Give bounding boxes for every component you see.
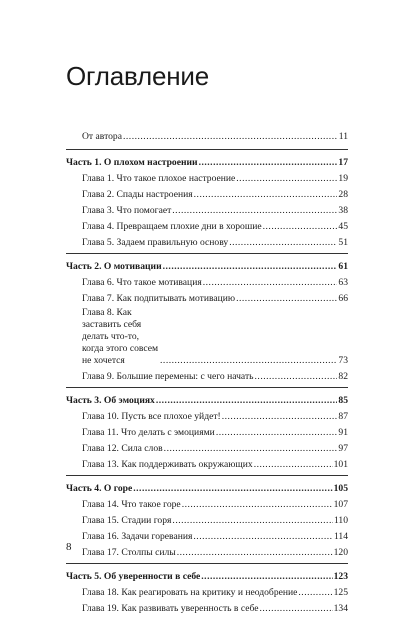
toc-entry-label: Глава 6. Что такое мотивация <box>82 277 202 288</box>
dot-leader <box>133 481 332 497</box>
toc-entry-chapter[interactable] <box>66 425 348 441</box>
toc-entry-page: 17 <box>338 157 348 168</box>
toc-section-intro <box>66 129 348 150</box>
toc-entry-chapter[interactable] <box>66 203 348 219</box>
toc-entry-chapter[interactable] <box>66 235 348 251</box>
dot-leader <box>255 369 338 385</box>
toc-entry-label: Глава 18. Как реагировать на критику и неодобрение <box>82 587 298 598</box>
dot-leader <box>156 393 338 409</box>
page-title: Оглавление <box>66 61 209 91</box>
toc-entry-label: От автора <box>82 131 122 142</box>
dot-leader <box>199 155 338 171</box>
toc-entry-page: 105 <box>333 483 348 494</box>
toc-entry-page: 114 <box>333 531 348 542</box>
toc-entry-label: Глава 5. Задаем правильную основу <box>82 237 229 248</box>
toc-entry-page: 51 <box>338 237 348 248</box>
toc-entry-part[interactable] <box>66 481 348 497</box>
toc-entry-label: Глава 11. Что делать с эмоциями <box>82 427 215 438</box>
dot-leader <box>164 441 338 457</box>
dot-leader <box>172 203 337 219</box>
dot-leader <box>229 235 337 251</box>
dot-leader <box>263 219 338 235</box>
toc-entry-label: Глава 8. Как заставить себя делать что-то, когда этого совсем не хочется <box>82 307 159 366</box>
toc-entry-label: Глава 4. Превращаем плохие дни в хорошие <box>82 221 262 232</box>
toc-entry-chapter[interactable] <box>66 497 348 513</box>
toc-entry-label: Глава 3. Что помогает <box>82 205 172 216</box>
toc-entry-label: Глава 1. Что такое плохое настроение <box>82 173 236 184</box>
dot-leader <box>222 409 338 425</box>
toc-entry-chapter[interactable] <box>66 529 348 545</box>
toc-entry-label: Глава 7. Как подпитывать мотивацию <box>82 293 236 304</box>
toc-entry-page: 125 <box>333 587 348 598</box>
dot-leader <box>298 585 332 601</box>
toc-entry-page: 66 <box>338 293 348 304</box>
toc-entry-part[interactable] <box>66 569 348 585</box>
toc-entry-chapter[interactable] <box>66 275 348 291</box>
toc-section-part-1 <box>66 155 348 254</box>
dot-leader <box>236 171 337 187</box>
toc-entry-chapter[interactable] <box>66 369 348 385</box>
toc-entry-page: 28 <box>338 189 348 200</box>
dot-leader <box>236 291 337 307</box>
toc-entry-chapter[interactable] <box>66 513 348 529</box>
toc-entry-label: Глава 9. Большие перемены: с чего начать <box>82 371 254 382</box>
toc-entry-part[interactable] <box>66 155 348 171</box>
toc-section-part-5 <box>66 569 348 619</box>
toc-entry-label: Глава 13. Как поддерживать окружающих <box>82 459 253 470</box>
toc-entry-label: Глава 19. Как развивать уверенность в себе <box>82 603 259 614</box>
toc-entry-chapter[interactable] <box>66 441 348 457</box>
toc-entry-page: 120 <box>333 547 348 558</box>
dot-leader <box>254 457 333 473</box>
dot-leader <box>177 545 333 561</box>
toc-entry-chapter[interactable] <box>66 219 348 235</box>
toc-section-part-3 <box>66 393 348 476</box>
toc-entry-chapter[interactable] <box>66 585 348 601</box>
dot-leader <box>201 569 332 585</box>
toc-entry-label: Часть 5. Об уверенности в себе <box>66 571 201 582</box>
toc-entry-chapter[interactable] <box>66 545 348 561</box>
toc-entry-page: 87 <box>338 411 348 422</box>
page-number: 8 <box>66 541 72 553</box>
toc-entry-page: 61 <box>338 261 348 272</box>
toc-entry-label: Часть 4. О горе <box>66 483 133 494</box>
toc-entry-chapter[interactable] <box>66 171 348 187</box>
toc-entry-label: Глава 2. Спады настроения <box>82 189 193 200</box>
dot-leader <box>203 275 338 291</box>
toc-entry-chapter[interactable] <box>66 307 348 369</box>
dot-leader <box>163 259 338 275</box>
toc-entry-page: 91 <box>338 427 348 438</box>
toc-entry-label: Часть 2. О мотивации <box>66 261 162 272</box>
toc-entry-page: 11 <box>338 131 348 142</box>
toc-entry-chapter[interactable] <box>66 409 348 425</box>
toc-entry-author[interactable] <box>66 129 348 145</box>
toc-entry-part[interactable] <box>66 259 348 275</box>
toc-entry-label: Глава 16. Задачи горевания <box>82 531 193 542</box>
dot-leader <box>260 601 333 617</box>
toc-entry-part[interactable] <box>66 393 348 409</box>
toc-entry-label: Глава 15. Стадии горя <box>82 515 172 526</box>
table-of-contents <box>66 129 348 624</box>
toc-entry-page: 38 <box>338 205 348 216</box>
toc-entry-label: Глава 12. Сила слов <box>82 443 163 454</box>
toc-entry-page: 73 <box>338 355 348 366</box>
toc-entry-label: Часть 3. Об эмоциях <box>66 395 155 406</box>
toc-entry-chapter[interactable] <box>66 187 348 203</box>
toc-entry-page: 19 <box>338 173 348 184</box>
toc-entry-chapter[interactable] <box>66 601 348 617</box>
toc-entry-page: 107 <box>333 499 348 510</box>
toc-entry-page: 123 <box>333 571 348 582</box>
dot-leader <box>193 529 333 545</box>
dot-leader <box>123 129 338 145</box>
toc-entry-page: 97 <box>338 443 348 454</box>
dot-leader <box>216 425 338 441</box>
toc-entry-page: 63 <box>338 277 348 288</box>
toc-entry-page: 101 <box>333 459 348 470</box>
toc-entry-page: 110 <box>333 515 348 526</box>
dot-leader <box>194 187 338 203</box>
toc-section-part-4 <box>66 481 348 564</box>
toc-entry-page: 45 <box>338 221 348 232</box>
dot-leader <box>172 513 333 529</box>
dot-leader <box>160 353 337 369</box>
toc-section-part-2 <box>66 259 348 388</box>
toc-entry-chapter[interactable] <box>66 457 348 473</box>
toc-entry-page: 82 <box>338 371 348 382</box>
dot-leader <box>182 497 333 513</box>
toc-entry-page: 85 <box>338 395 348 406</box>
toc-entry-label: Глава 14. Что такое горе <box>82 499 181 510</box>
toc-entry-label: Глава 10. Пусть все плохое уйдет! <box>82 411 221 422</box>
toc-entry-label: Глава 17. Столпы силы <box>82 547 176 558</box>
toc-entry-chapter[interactable] <box>66 291 348 307</box>
toc-entry-page: 134 <box>333 603 348 614</box>
toc-entry-label: Часть 1. О плохом настроении <box>66 157 198 168</box>
